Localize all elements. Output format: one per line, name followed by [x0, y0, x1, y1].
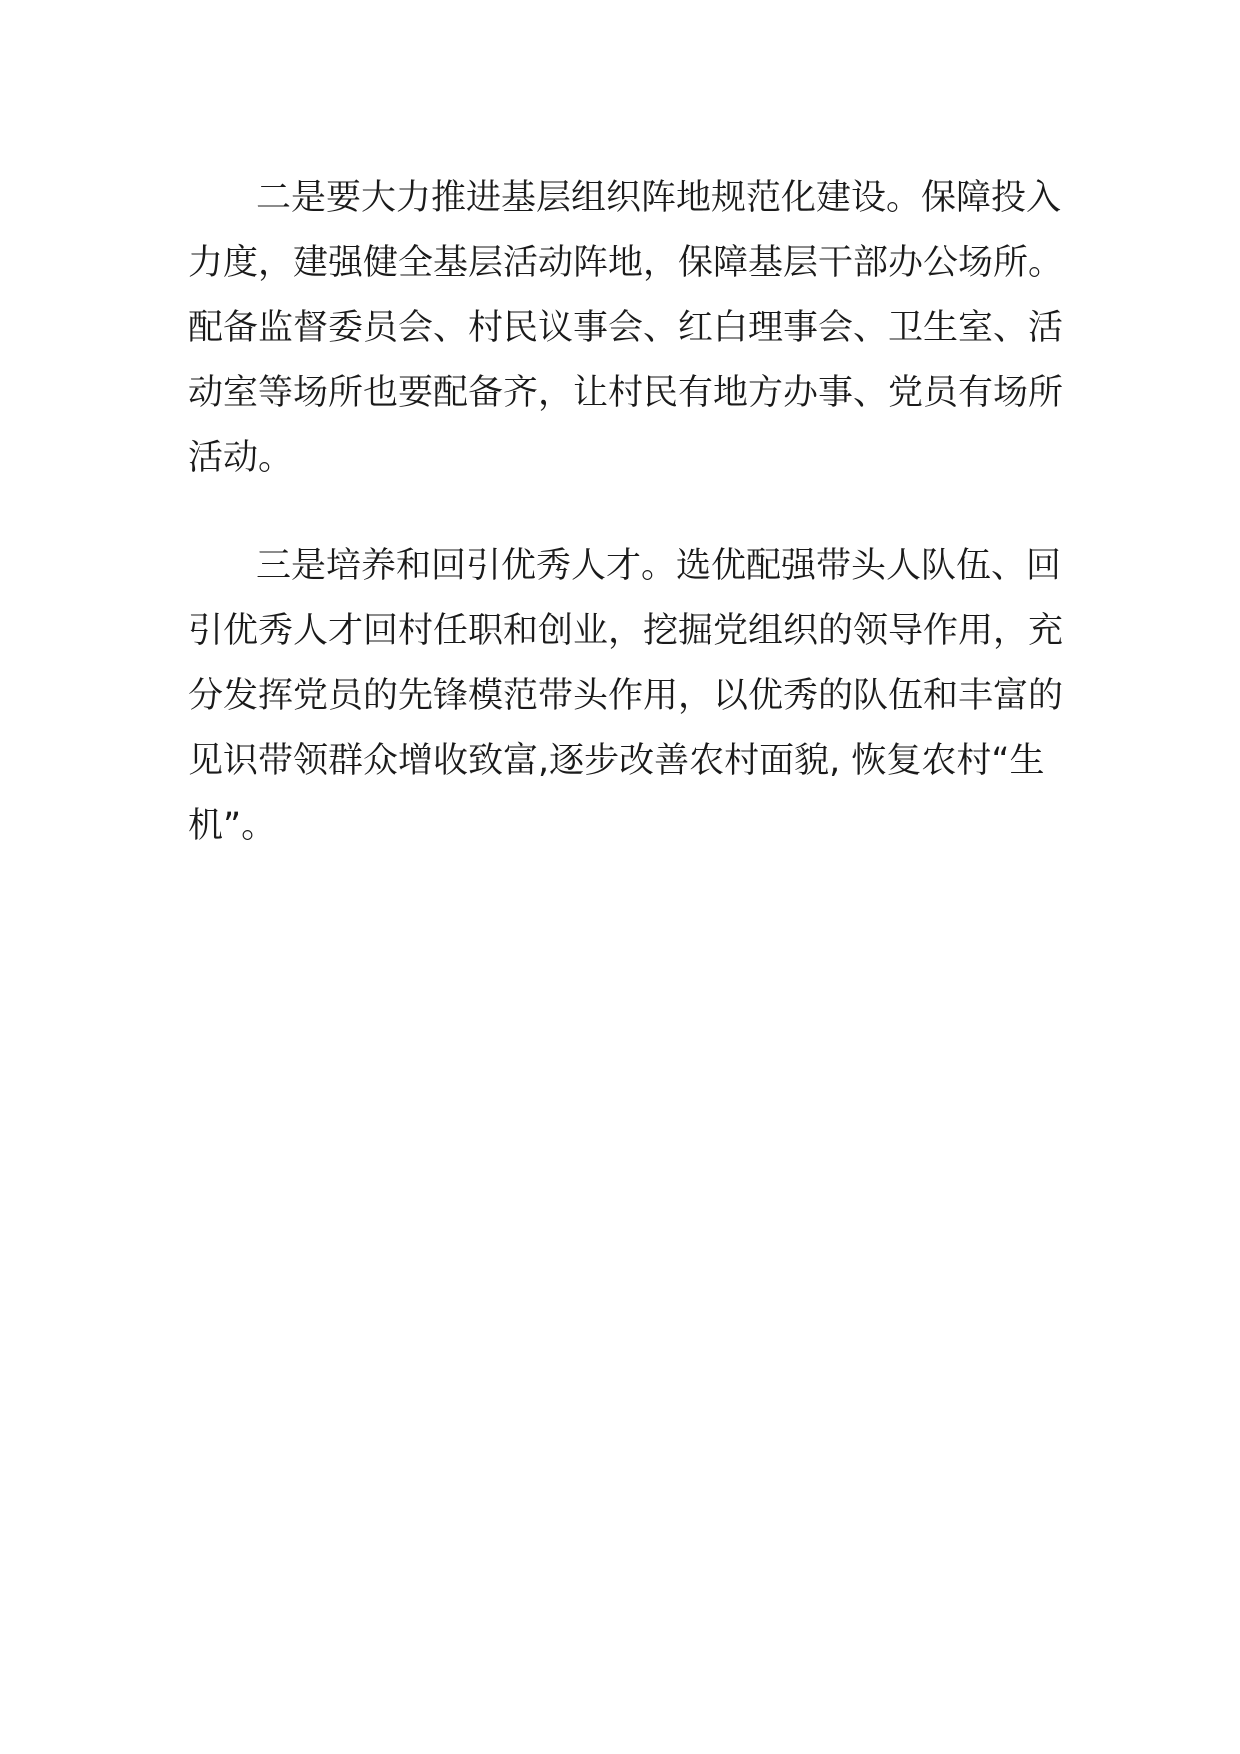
paragraph-spacer — [188, 491, 1028, 534]
paragraph-line: 见识带领群众增收致富,逐步改善农村面貌, 恢复农村“生 — [188, 741, 1045, 781]
paragraph-line: 三是培养和回引优秀人才。选优配强带头人队伍、回 — [256, 546, 1062, 586]
paragraph-line: 力度，建强健全基层活动阵地，保障基层干部办公场所。 — [188, 243, 1064, 283]
paragraph-line: 引优秀人才回村任职和创业，挖掘党组织的领导作用，充 — [188, 611, 1064, 651]
paragraph-line: 分发挥党员的先锋模范带头作用，以优秀的队伍和丰富的 — [188, 676, 1064, 716]
paragraph-line: 动室等场所也要配备齐，让村民有地方办事、党员有场所 — [188, 373, 1064, 413]
paragraph-line: 机”。 — [188, 806, 277, 846]
document-body — [188, 166, 1064, 859]
paragraph-line: 配备监督委员会、村民议事会、红白理事会、卫生室、活 — [188, 308, 1064, 348]
paragraph-1 — [188, 166, 1064, 491]
paragraph-line: 活动。 — [188, 438, 294, 478]
paragraph-2 — [188, 534, 1064, 859]
paragraph-line: 二是要大力推进基层组织阵地规范化建设。保障投入 — [256, 178, 1062, 218]
